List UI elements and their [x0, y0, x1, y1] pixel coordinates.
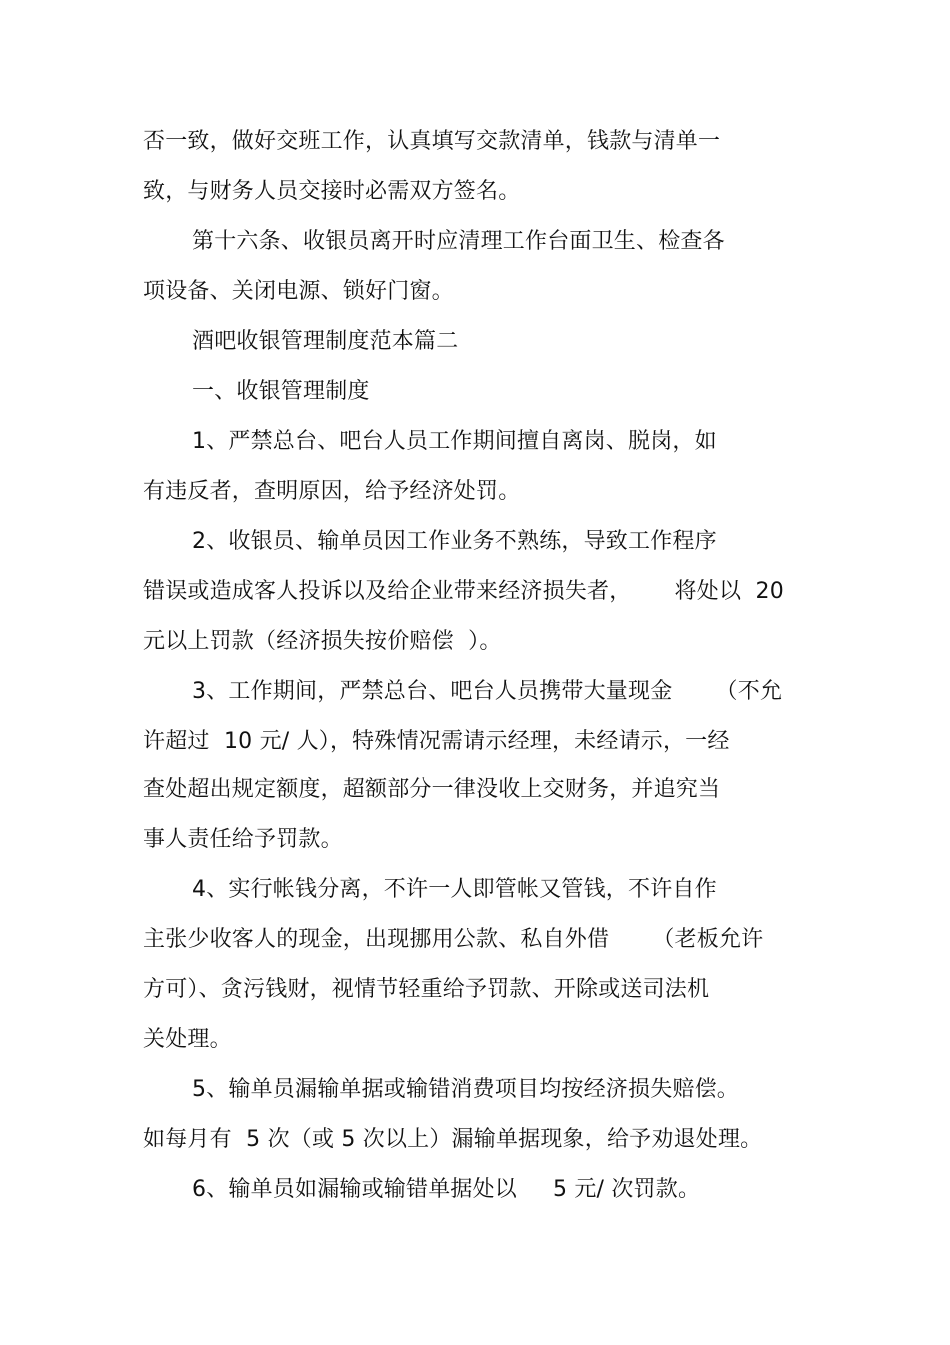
item-4-line: 4、实行帐钱分离，不许一人即管帐又管钱，不许自作	[192, 877, 717, 902]
text-line: 事人责任给予罚款。	[143, 827, 343, 852]
text-line: 方可）、贪污钱财，视情节轻重给予罚款、开除或送司法机	[143, 977, 710, 1002]
subsection-heading: 一、收银管理制度	[192, 379, 370, 404]
text-line: 错误或造成客人投诉以及给企业带来经济损失者， 将处以 20	[143, 579, 784, 604]
text-line: 查处超出规定额度，超额部分一律没收上交财务，并追究当	[143, 777, 721, 802]
article-16-line: 第十六条、收银员离开时应清理工作台面卫生、检查各	[192, 229, 725, 254]
item-2-line: 2、收银员、输单员因工作业务不熟练，导致工作程序	[192, 529, 717, 554]
item-6-line: 6、输单员如漏输或输错单据处以 5 元/ 次罚款。	[192, 1177, 701, 1202]
text-line: 项设备、关闭电源、锁好门窗。	[143, 279, 454, 304]
section-title: 酒吧收银管理制度范本篇二	[192, 329, 459, 354]
text-line: 主张少收客人的现金，出现挪用公款、私自外借 （老板允许	[143, 927, 764, 952]
text-line: 元以上罚款（经济损失按价赔偿 ）。	[143, 629, 502, 654]
text-line: 许超过 10 元/ 人），特殊情况需请示经理，未经请示，一经	[143, 729, 730, 754]
text-line: 有违反者，查明原因，给予经济处罚。	[143, 479, 521, 504]
text-line: 否一致，做好交班工作，认真填写交款清单，钱款与清单一	[143, 129, 721, 154]
text-line: 致，与财务人员交接时必需双方签名。	[143, 179, 521, 204]
text-line: 关处理。	[143, 1027, 232, 1052]
item-3-line: 3、工作期间，严禁总台、吧台人员携带大量现金 （不允	[192, 679, 783, 704]
item-5-line: 5、输单员漏输单据或输错消费项目均按经济损失赔偿。	[192, 1077, 739, 1102]
text-line: 如每月有 5 次（或 5 次以上）漏输单据现象，给予劝退处理。	[143, 1127, 763, 1152]
item-1-line: 1、严禁总台、吧台人员工作期间擅自离岗、脱岗，如	[192, 429, 717, 454]
